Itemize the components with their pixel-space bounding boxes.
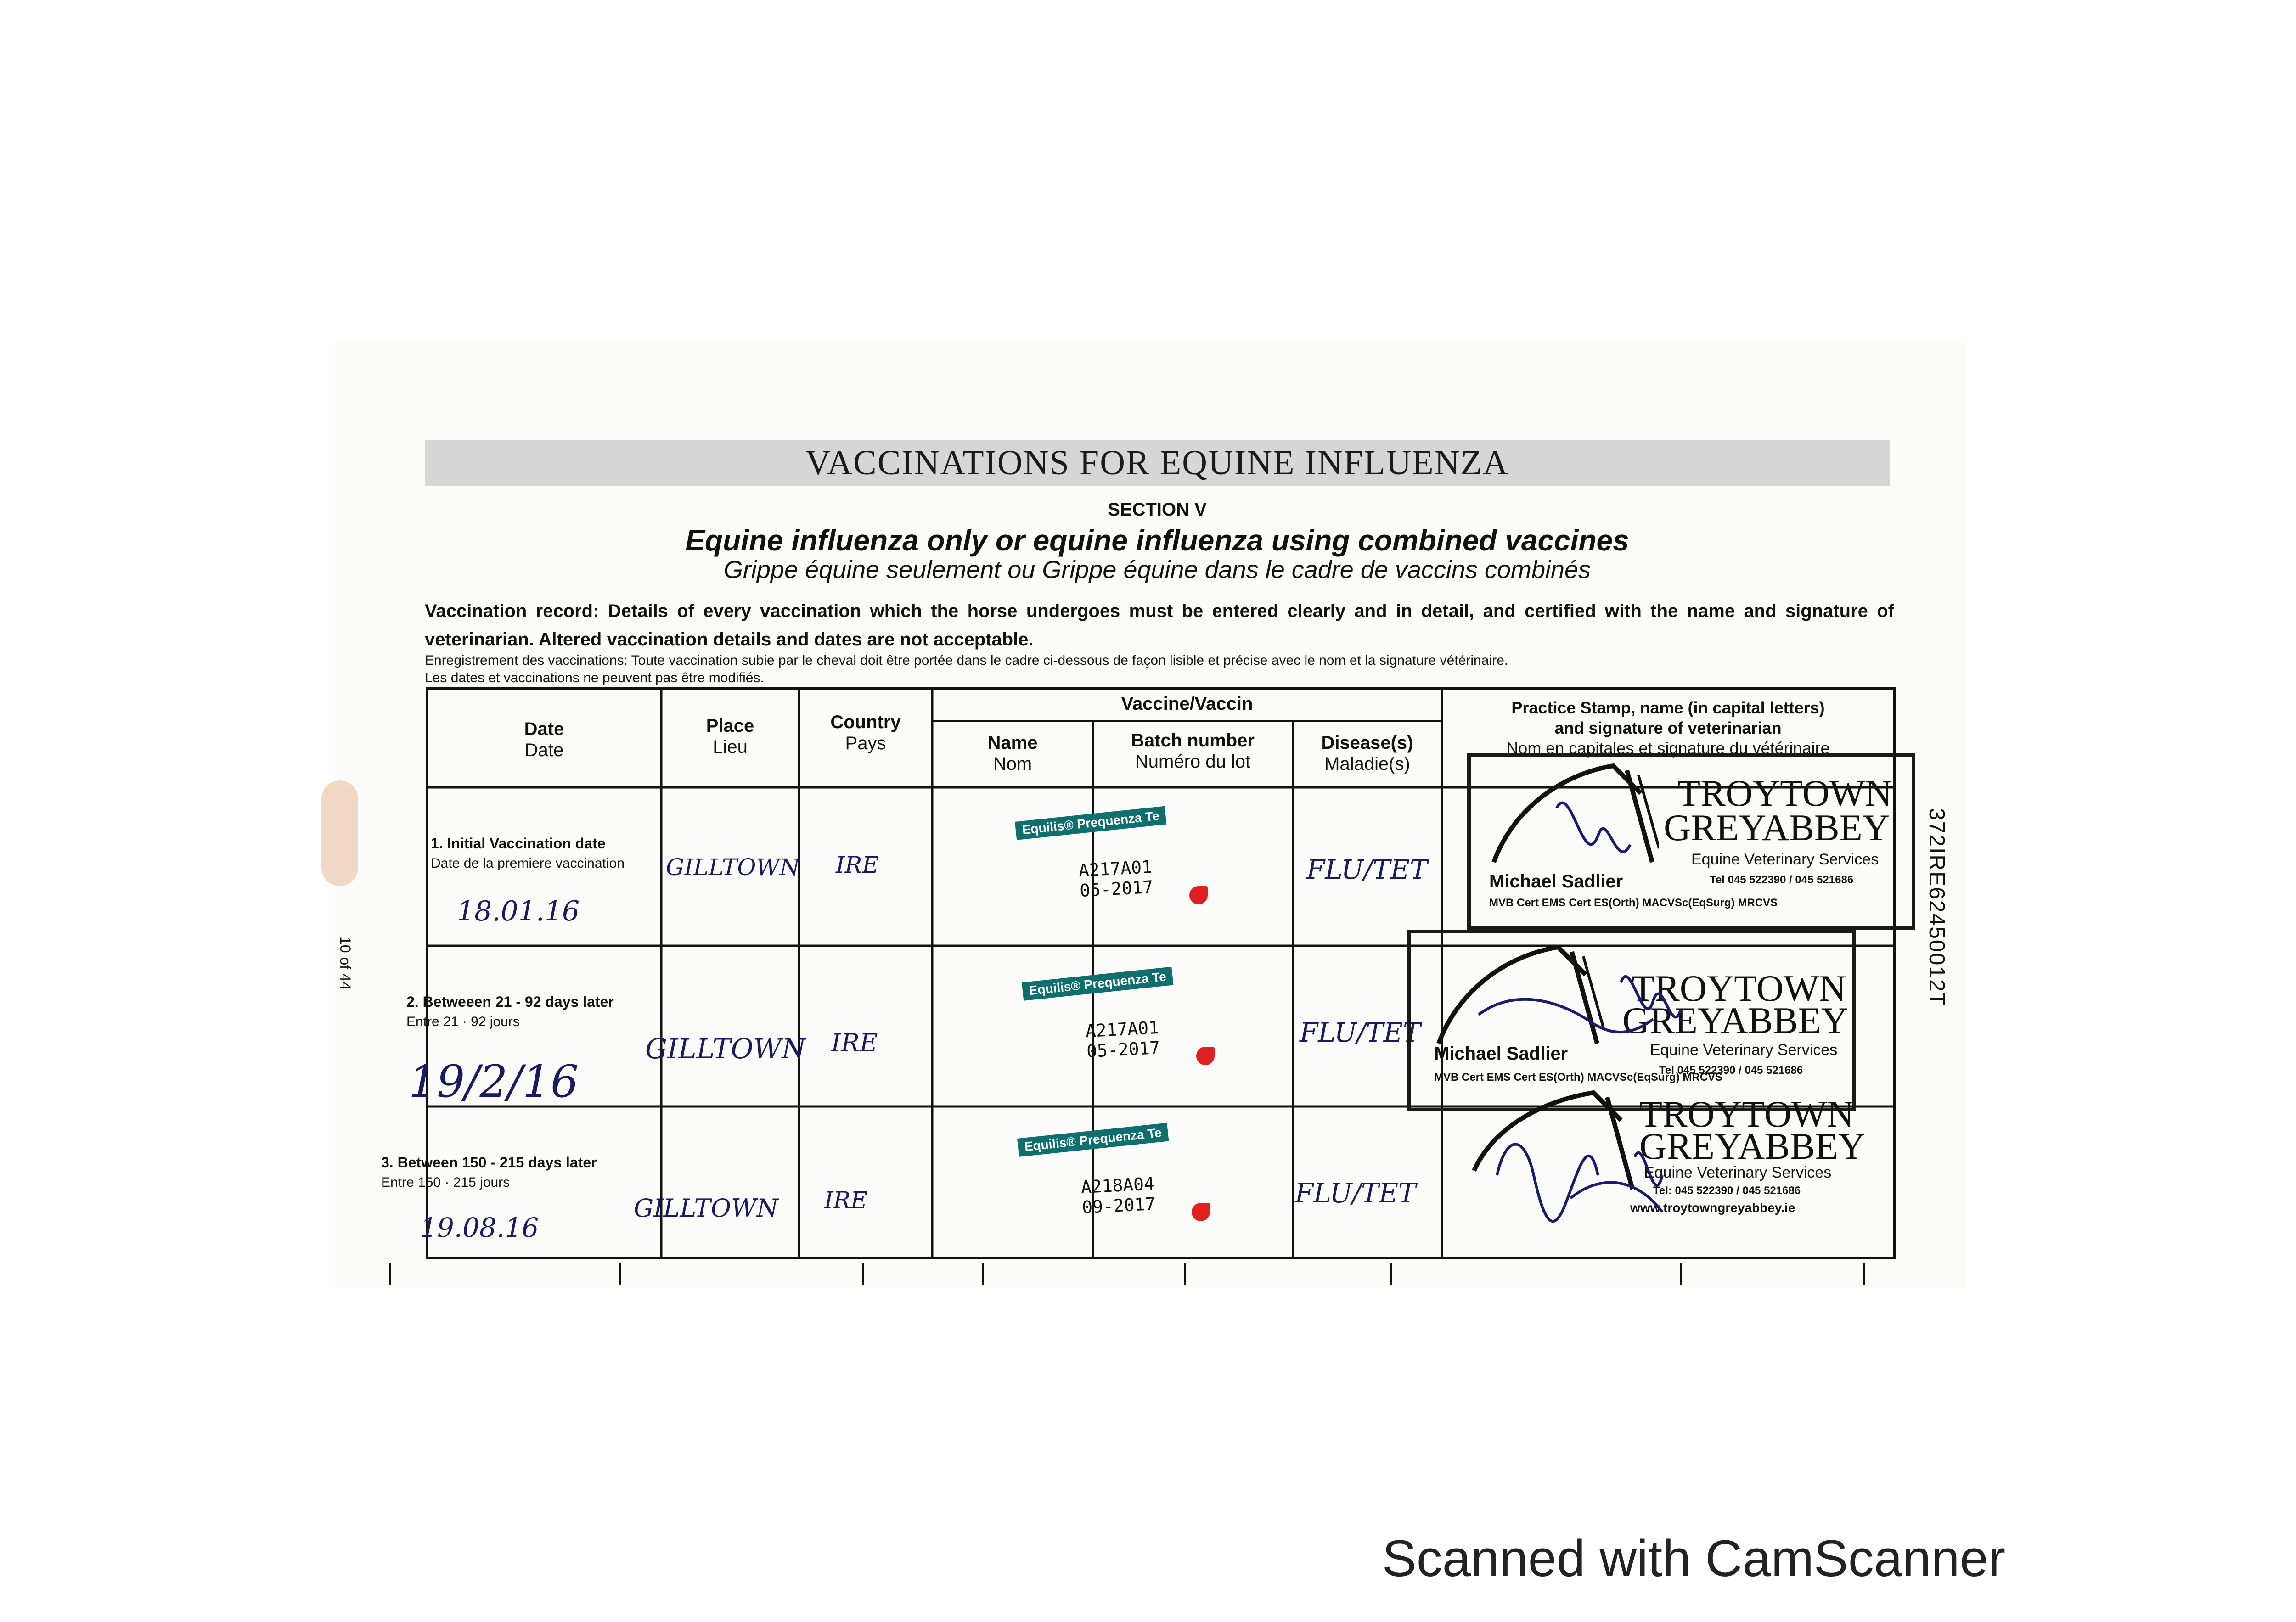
practice-name-line-2: GREYABBEY <box>1622 999 1849 1041</box>
header-practice-stamp: Practice Stamp, name (in capital letters) and signature of veterinarian Nom en capitales et signature du vétérinaire <box>1506 698 1830 758</box>
sticker-mark <box>1189 886 1208 904</box>
header-place: Place Lieu <box>706 716 754 757</box>
practice-name-line-2: GREYABBEY <box>1664 807 1890 848</box>
handwritten-country: IRE <box>836 852 879 878</box>
page-indicator: 10 of 44 <box>337 937 354 990</box>
batch-expiry: 05-2017 <box>1086 1037 1161 1062</box>
practice-website: www.troytowngreyabbey.ie <box>1630 1201 1795 1215</box>
sticker-mark <box>1196 1047 1215 1065</box>
handwritten-date: 19.08.16 <box>420 1212 539 1243</box>
horse-head-logo <box>1465 1088 1649 1207</box>
practice-phone: Tel 045 522390 / 045 521686 <box>1710 874 1854 886</box>
practice-phone: Tel: 045 522390 / 045 521686 <box>1653 1184 1801 1197</box>
batch-number: A218A04 <box>1080 1173 1155 1198</box>
row-label-english: 2. Betweeen 21 - 92 days later <box>406 993 614 1010</box>
vaccine-name: Equilis® Prequenza Te <box>1015 806 1167 840</box>
batch-label <box>1080 1173 1156 1218</box>
sticker-mark <box>1192 1203 1210 1221</box>
practice-name-line-2: GREYABBEY <box>1639 1125 1866 1167</box>
header-country: Country Pays <box>830 712 901 753</box>
title-english: Equine influenza only or equine influenza using combined vaccines <box>685 524 1629 557</box>
row-label-english: 3. Between 150 - 215 days later <box>381 1154 597 1171</box>
banner-title: VACCINATIONS FOR EQUINE INFLUENZA <box>805 443 1509 482</box>
section-label: SECTION V <box>1108 500 1207 520</box>
row-label <box>381 1152 597 1193</box>
handwritten-disease: FLU/TET <box>1306 854 1428 885</box>
note-french-line-2: Les dates et vaccinations ne peuvent pas être modifiés. <box>425 670 764 685</box>
vaccine-sticker <box>1017 1125 1210 1230</box>
vaccine-name: Equilis® Prequenza Te <box>1022 967 1174 1001</box>
handwritten-country: IRE <box>831 1028 878 1057</box>
header-disease: Disease(s) Maladie(s) <box>1321 733 1413 774</box>
practice-service: Equine Veterinary Services <box>1650 1041 1838 1059</box>
vet-qualifications: MVB Cert EMS Cert ES(Orth) MACVSc(EqSurg) MRCVS <box>1434 1071 1723 1083</box>
vaccine-sticker <box>1015 808 1208 914</box>
vet-name: Michael Sadlier <box>1434 1044 1568 1064</box>
batch-label <box>1078 857 1154 901</box>
row-label <box>431 833 625 874</box>
handwritten-disease: FLU/TET <box>1300 1017 1421 1048</box>
vaccine-name: Equilis® Prequenza Te <box>1017 1123 1169 1157</box>
header-vaccine: Vaccine/Vaccin <box>1121 694 1253 714</box>
practice-stamp <box>1446 1088 1896 1253</box>
row-label-french: Date de la premiere vaccination <box>431 856 625 871</box>
row-label-french: Entre 21 · 92 jours <box>406 1014 520 1029</box>
handwritten-date: 18.01.16 <box>457 895 580 927</box>
horse-head-logo <box>1425 938 1609 1057</box>
handwritten-date: 19/2/16 <box>409 1056 579 1107</box>
vet-qualifications: MVB Cert EMS Cert ES(Orth) MACVSc(EqSurg) MRCVS <box>1489 897 1778 909</box>
scanner-watermark: Scanned with CamScanner <box>1382 1530 2006 1587</box>
practice-phone: Tel 045 522390 / 045 521686 <box>1659 1064 1803 1077</box>
handwritten-place: GILLTOWN <box>666 854 800 881</box>
row-label-english: 1. Initial Vaccination date <box>431 835 606 852</box>
row-label <box>406 992 614 1032</box>
note-french-line-1: Enregistrement des vaccinations: Toute vaccination subie par le cheval doit être portée dans le cadre ci-dessous de façon lisible et précise avec le nom et la signature vétérinaire. <box>425 653 1508 668</box>
passport-id: 372IRE62450012T <box>1925 808 1949 1007</box>
batch-expiry: 09-2017 <box>1081 1193 1156 1218</box>
title-french: Grippe équine seulement ou Grippe équine dans le cadre de vaccins combinés <box>723 556 1591 584</box>
batch-expiry: 05-2017 <box>1079 876 1154 901</box>
batch-label <box>1085 1017 1161 1061</box>
vaccine-sticker <box>1022 969 1215 1074</box>
handwritten-place: GILLTOWN <box>645 1033 806 1065</box>
practice-service: Equine Veterinary Services <box>1644 1164 1832 1181</box>
batch-number: A217A01 <box>1085 1017 1160 1042</box>
practice-name-line-1: TROYTOWN <box>1677 772 1892 814</box>
practice-service: Equine Veterinary Services <box>1691 851 1879 868</box>
note-english: Vaccination record: Details of every vaccination which the horse undergoes must be entered clearly and in detail, and certified with the name and signature of veterinarian. Altered vaccination details and dates are not acceptable. <box>425 601 1894 650</box>
header-batch: Batch number Numéro du lot <box>1131 730 1255 772</box>
practice-stamp <box>1467 753 1915 930</box>
vet-name: Michael Sadlier <box>1489 871 1623 892</box>
horse-head-logo <box>1475 757 1659 876</box>
batch-number: A217A01 <box>1078 856 1153 881</box>
practice-name-line-1: TROYTOWN <box>1639 1093 1854 1135</box>
handwritten-disease: FLU/TET <box>1295 1178 1416 1209</box>
header-date: Date Date <box>524 719 564 760</box>
header-name: Name Nom <box>987 733 1038 774</box>
handwritten-country: IRE <box>824 1187 867 1213</box>
row-label-french: Entre 150 · 215 jours <box>381 1175 510 1190</box>
handwritten-place: GILLTOWN <box>634 1194 778 1223</box>
practice-name-line-1: TROYTOWN <box>1632 967 1846 1009</box>
practice-stamp <box>1407 930 1856 1111</box>
